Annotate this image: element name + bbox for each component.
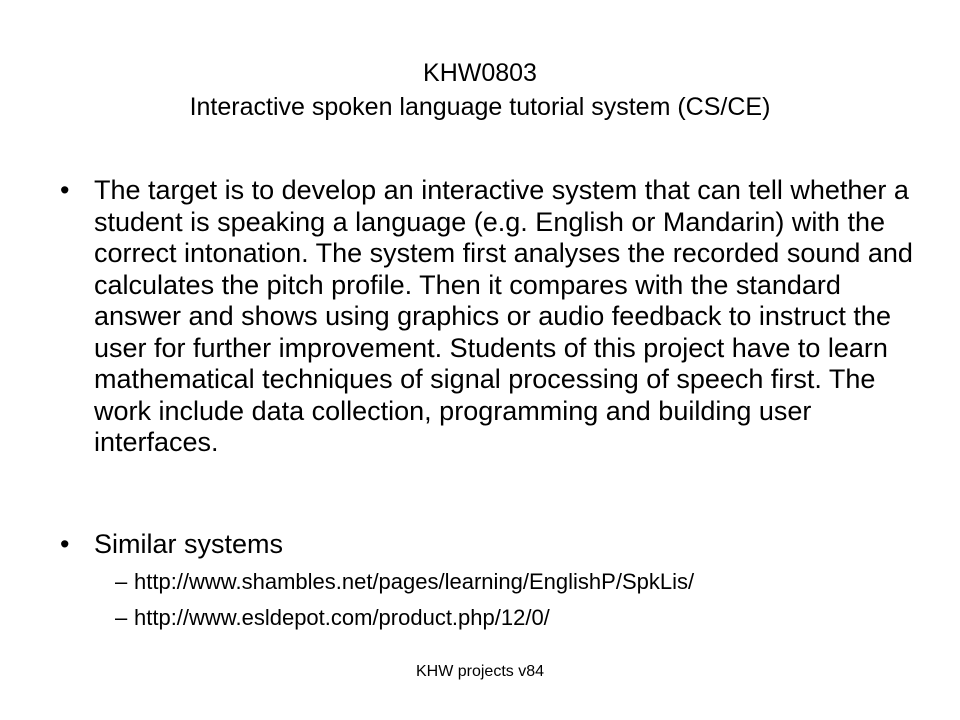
- title-name: Interactive spoken language tutorial system (CS/CE): [189, 93, 771, 121]
- sub-dash: –: [115, 569, 128, 594]
- link-shambles[interactable]: http://www.shambles.net/pages/learning/EnglishP/SpkLis/: [134, 569, 695, 594]
- link-esldepot[interactable]: http://www.esldepot.com/product.php/12/0/: [134, 605, 550, 630]
- sub-dash: –: [115, 605, 128, 630]
- bullet-text: Similar systems: [94, 529, 284, 559]
- title-code: KHW0803: [423, 59, 537, 87]
- slide-title: [60, 56, 900, 124]
- bullet-mark: •: [60, 175, 70, 205]
- slide-footer: KHW projects v84: [415, 663, 545, 680]
- bullet-text: The target is to develop an interactive system that can tell whether a student is speaking a language (e.g. English or Mandarin) with the correct intonation. The system first analyses the recorded sound and calculates the pitch profile. Then it compares with the standard answer and shows using graphics or audio feedback to instruct the user for further improvement. Students of this project have to learn mathematical techniques of signal processing of speech first. The work include data collection, programming and building user interfaces.: [94, 175, 913, 457]
- bullet-mark: •: [60, 529, 70, 559]
